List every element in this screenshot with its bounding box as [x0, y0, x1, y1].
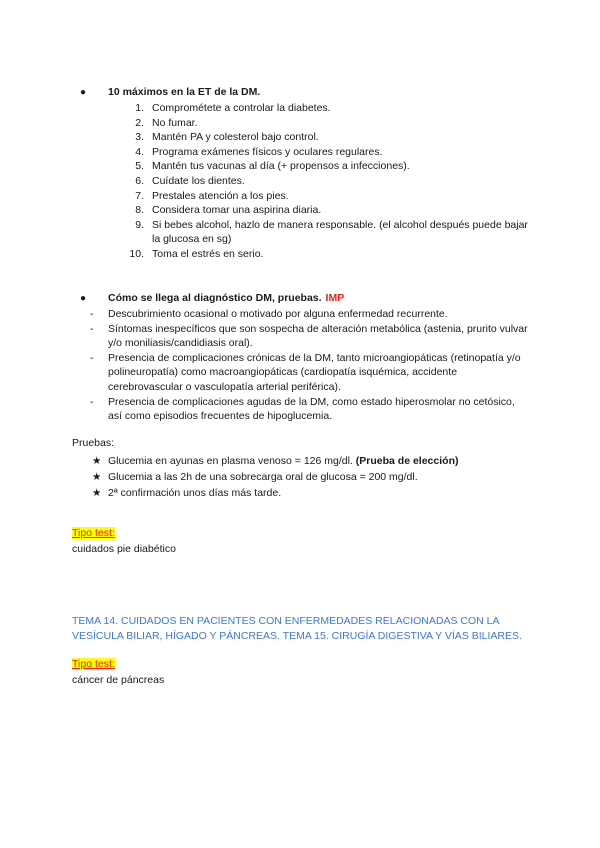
list-item: - Presencia de complicaciones crónicas de la DM, tanto microangiopáticas (retinopatía y/o polineuropatía) como macroangiopáticas (cardiopatía isquémica, accidente cerebrovascular o vasculopatía arterial periférica).: [90, 351, 521, 393]
list-item: 7. Prestales atención a los pies.: [135, 189, 289, 202]
list-item: 2. No fumar.: [135, 116, 198, 129]
pruebas-label: Pruebas:: [72, 437, 115, 449]
star-icon: ★: [92, 455, 102, 467]
tipo-test-text: cuidados pie diabético: [72, 543, 176, 555]
list-item: 1. Comprométete a controlar la diabetes.: [135, 102, 331, 114]
tipo-test-label: Tipo test:: [72, 658, 115, 670]
section-1-heading: [80, 86, 260, 98]
section-1-title: 10 máximos en la ET de la DM.: [108, 86, 261, 98]
dash-list: [90, 307, 530, 424]
list-item: ★ Glucemia en ayunas en plasma venoso = 126 mg/dl. (Prueba de elección): [92, 455, 459, 467]
star-list: [92, 453, 532, 501]
list-item: 9. Si bebes alcohol, hazlo de manera responsable. (el alcohol después puede bajar la glucosa en sg): [135, 218, 528, 246]
list-item: 6. Cuídate los dientes.: [135, 174, 245, 187]
bullet-icon: ●: [80, 87, 87, 98]
tipo-test-text: cáncer de páncreas: [72, 674, 165, 686]
tipo-test-label: Tipo test:: [72, 527, 115, 539]
tema-heading: TEMA 14. CUIDADOS EN PACIENTES CON ENFERMEDADES RELACIONADAS CON LA VESÍCULA BILIAR, HÍGADO Y PÁNCREAS. TEMA 15. CIRUGÍA DIGESTIVA Y VÍAS BILIARES.: [72, 615, 522, 642]
list-item: ★ Glucemia a las 2h de una sobrecarga oral de glucosa = 200 mg/dl.: [92, 471, 418, 483]
list-item: ★ 2ª confirmación unos días más tarde.: [92, 487, 282, 499]
list-item: 5. Mantén tus vacunas al día (+ propensos a infecciones).: [135, 160, 410, 173]
star-icon: ★: [92, 471, 102, 483]
star-icon: ★: [92, 487, 102, 499]
list-item: 10. Toma el estrés en serio.: [129, 247, 264, 260]
bullet-icon: ●: [80, 293, 87, 304]
list-item: - Síntomas inespecíficos que son sospecha de alteración metabólica (astenia, prurito vulvar y/o moniliasis/candidiasis oral).: [90, 322, 528, 350]
list-item: 4. Programa exámenes físicos y oculares regulares.: [135, 145, 383, 158]
list-item: 8. Considera tomar una aspirina diaria.: [135, 204, 322, 217]
numbered-list: [108, 101, 538, 262]
section-2-title: Cómo se llega al diagnóstico DM, pruebas.: [108, 292, 322, 304]
list-item: 3. Mantén PA y colesterol bajo control.: [135, 131, 319, 144]
list-item: - Descubrimiento ocasional o motivado por alguna enfermedad recurrente.: [90, 308, 448, 320]
imp-tag: IMP: [325, 292, 345, 304]
list-item: - Presencia de complicaciones agudas de la DM, como estado hiperosmolar no cetósico, así como episodios frecuentes de hipoglucemia.: [90, 395, 515, 423]
section-2-heading: [80, 292, 344, 304]
